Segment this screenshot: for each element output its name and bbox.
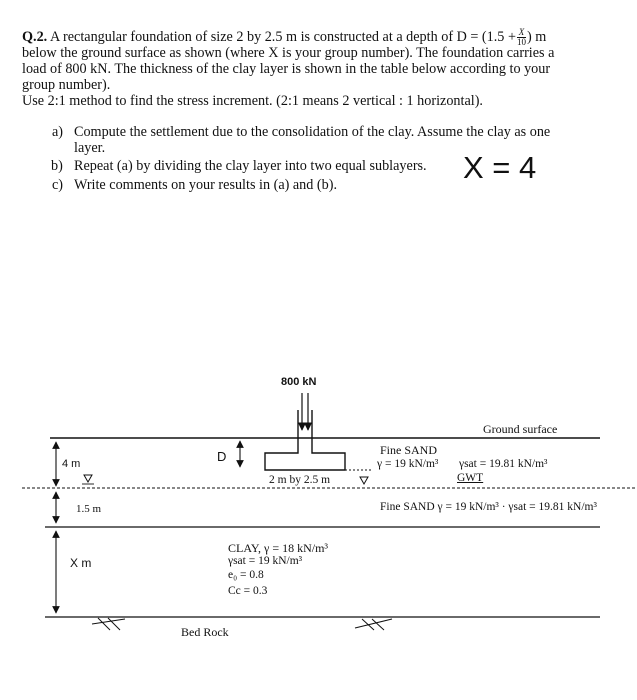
question-line-1-a: A rectangular foundation of size 2 by 2.5 m is constructed at a depth of D = (1.5 + <box>47 28 516 45</box>
part-a-text-2: layer. <box>74 140 106 156</box>
bedrock-hatch-left <box>92 618 125 630</box>
dim-1.5m-label: 1.5 m <box>76 503 102 515</box>
part-c-text: Write comments on your results in (a) and (b). <box>74 177 338 193</box>
water-table-icon-right <box>360 477 368 484</box>
fraction-denominator: 10 <box>516 37 526 47</box>
dim-4m-label: 4 m <box>62 458 81 470</box>
question-line-1-b: ) m <box>526 28 547 45</box>
part-a-text-1: Compute the settlement due to the consolidation of the clay. Assume the clay as one <box>74 124 551 140</box>
question-line-5: Use 2:1 method to find the stress increment. (2:1 means 2 vertical : 1 horizontal). <box>22 93 483 109</box>
part-b-text: Repeat (a) by dividing the clay layer into two equal sublayers. <box>74 158 427 174</box>
clay-gsat-label: γsat = 19 kN/m³ <box>228 555 303 567</box>
question-number: Q.2. <box>22 28 48 45</box>
question-line-3: load of 800 kN. The thickness of the clay layer is shown in the table below according to your <box>22 61 551 77</box>
question-line-4: group number). <box>22 77 111 93</box>
bedrock-label: Bed Rock <box>181 625 229 639</box>
footing-size-label: 2 m by 2.5 m <box>269 474 331 486</box>
water-table-icon <box>84 475 92 482</box>
load-label: 800 kN <box>281 376 317 388</box>
clay-e0-label: e₀ = 0.8 <box>228 569 264 581</box>
part-c-label: c) <box>52 177 64 193</box>
gwt-label: GWT <box>457 472 484 484</box>
clay-cc-label: Cc = 0.3 <box>228 585 268 597</box>
fraction-numerator: X <box>518 27 525 37</box>
fine-sand-lower-label: Fine SAND γ = 19 kN/m³ · γsat = 19.81 kN/m³ <box>380 501 597 513</box>
group-number-value: X = 4 <box>463 150 537 185</box>
load-arrow-icon <box>302 393 308 430</box>
clay-label: CLAY, γ = 18 kN/m³ <box>228 541 329 555</box>
question-line-2: below the ground surface as shown (where X is your group number). The foundation carries a <box>22 45 555 61</box>
footing <box>265 410 345 470</box>
part-a-label: a) <box>52 124 64 140</box>
dim-xm-label: X m <box>70 556 92 570</box>
depth-d-label: D <box>217 449 227 464</box>
part-b-label: b) <box>51 158 63 174</box>
fine-sand-upper-label: Fine SAND <box>380 443 438 457</box>
fine-sand-upper-gsat: γsat = 19.81 kN/m³ <box>459 458 548 470</box>
fine-sand-upper-gamma: γ = 19 kN/m³ <box>377 458 439 470</box>
ground-surface-label: Ground surface <box>483 422 558 436</box>
bedrock-hatch-right <box>355 619 392 630</box>
